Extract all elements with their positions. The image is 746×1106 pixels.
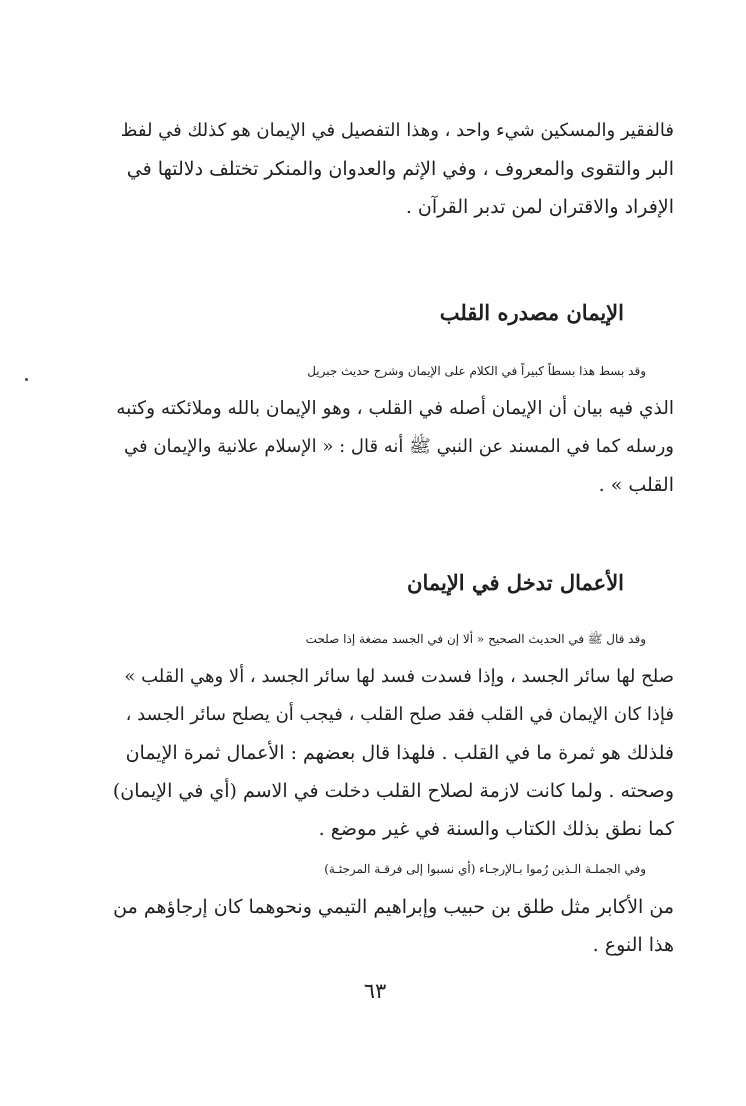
paragraph-3-line: وصحته . ولما كانت لازمة لصلاح القلب دخلت في الاسم (أي في الإيمان) — [112, 780, 674, 802]
paragraph-2-line: الذي فيه بيان أن الإيمان أصله في القلب ، وهو الإيمان بالله وملائكته وكتبه — [116, 398, 674, 419]
paragraph-3-line: كما نطق بذلك الكتاب والسنة في غير موضع . — [318, 818, 674, 840]
paragraph-4 — [112, 850, 674, 964]
paragraph-2-line: وقد بسط هذا بسطاً كبيراً في الكلام على الإيمان وشرح حديث جبريل — [307, 364, 646, 378]
paragraph-4-line: وفي الجملـة الـذين رُموا بـالإرجـاء (أي نسبوا إلى فرقـة المرجئـة) — [324, 862, 646, 876]
section-heading-faith-source: الإيمان مصدره القلب — [439, 300, 624, 325]
section-heading-deeds-in-faith: الأعمال تدخل في الإيمان — [407, 570, 624, 595]
paragraph-4-line: هذا النوع . — [592, 934, 674, 956]
paragraph-2-line: القلب » . — [598, 474, 674, 496]
paragraph-1-line: البر والتقوى والمعروف ، وفي الإثم والعدوان والمنكر تختلف دلالتها في — [126, 158, 674, 180]
paragraph-3 — [112, 620, 674, 848]
paragraph-1 — [112, 112, 674, 226]
paragraph-1-line: فالفقير والمسكين شيء واحد ، وهذا التفصيل في الإيمان هو كذلك في لفظ — [120, 120, 674, 141]
paragraph-3-line: صلح لها سائر الجسد ، وإذا فسدت فسد لها سائر الجسد ، ألا وهي القلب » — [124, 666, 674, 687]
paragraph-3-line: فلذلك هو ثمرة ما في القلب . فلهذا قال بعضهم : الأعمال ثمرة الإيمان — [125, 742, 674, 764]
paragraph-1-line: الإفراد والاقتران لمن تدبر القرآن . — [405, 196, 674, 218]
scan-speck — [25, 378, 28, 381]
paragraph-3-line: وقد قال ﷺ في الحديث الصحيح « ألا إن في الجسد مضغة إذا صلحت — [305, 632, 646, 646]
paragraph-2-line: ورسله كما في المسند عن النبي ﷺ أنه قال : « الإسلام علانية والإيمان في — [123, 436, 674, 457]
paragraph-4-line: من الأكابر مثل طلق بن حبيب وإبراهيم التيمي ونحوهما كان إرجاؤهم من — [113, 896, 674, 918]
page-number: ٦٣ — [363, 979, 387, 1003]
paragraph-2 — [112, 352, 674, 504]
paragraph-3-line: فإذا كان الإيمان في القلب فقد صلح القلب ، فيجب أن يصلح سائر الجسد ، — [125, 704, 674, 725]
